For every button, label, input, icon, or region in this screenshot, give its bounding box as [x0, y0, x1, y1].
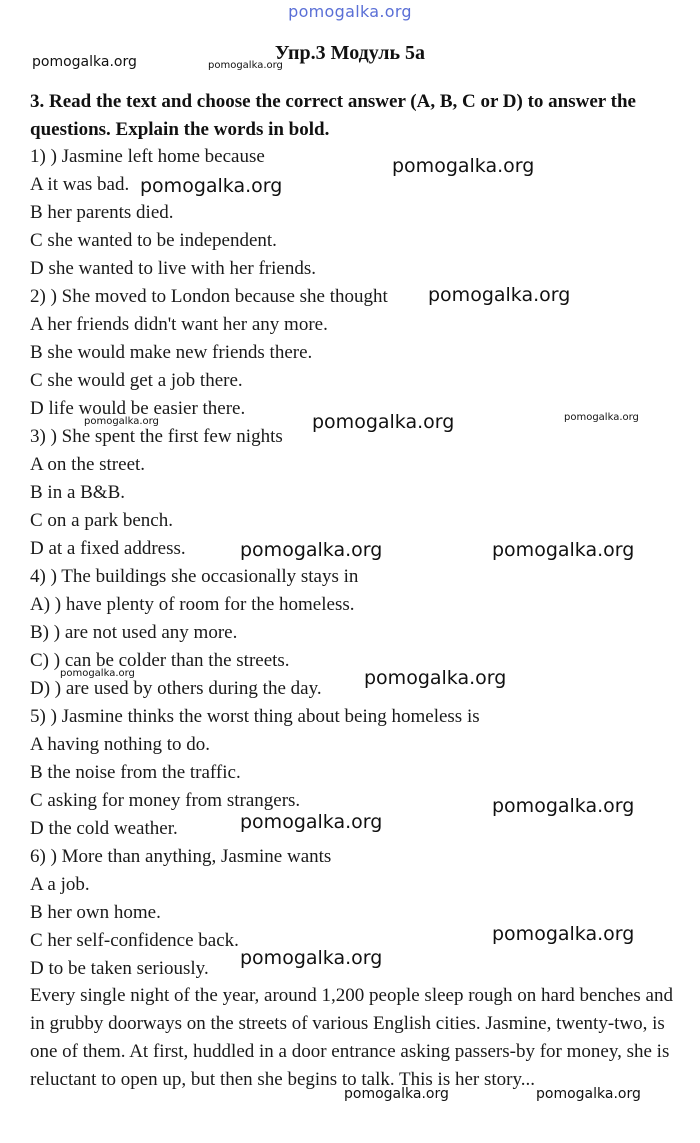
option-1b: B her parents died.	[30, 202, 174, 223]
question-2: 2) ) She moved to London because she thought	[30, 286, 388, 307]
watermark: pomogalka.org	[492, 795, 635, 817]
option-4a: A) ) have plenty of room for the homeless.	[30, 594, 355, 615]
option-3d: D at a fixed address.	[30, 538, 186, 559]
question-3: 3) ) She spent the first few nights	[30, 426, 283, 447]
option-6c: C her self-confidence back.	[30, 930, 239, 951]
option-2c: C she would get a job there.	[30, 370, 243, 391]
option-6b: B her own home.	[30, 902, 161, 923]
option-2b: B she would make new friends there.	[30, 342, 313, 363]
option-1a: A it was bad.	[30, 174, 130, 195]
question-1: 1) ) Jasmine left home because	[30, 146, 265, 167]
watermark: pomogalka.org	[428, 284, 571, 306]
watermark: pomogalka.org	[32, 54, 137, 70]
option-5c: C asking for money from strangers.	[30, 790, 301, 811]
option-1d: D she wanted to live with her friends.	[30, 258, 316, 279]
question-4: 4) ) The buildings she occasionally stays in	[30, 566, 359, 587]
watermark: pomogalka.org	[392, 155, 535, 177]
watermark: pomogalka.org	[60, 668, 135, 679]
site-header[interactable]: pomogalka.org	[288, 2, 412, 21]
page-title: Упр.3 Модуль 5а	[274, 42, 426, 64]
option-3a: A on the street.	[30, 454, 146, 475]
option-3c: C on a park bench.	[30, 510, 173, 531]
watermark: pomogalka.org	[84, 416, 159, 427]
option-6a: A a job.	[30, 874, 90, 895]
option-4b: B) ) are not used any more.	[30, 622, 238, 643]
watermark: pomogalka.org	[208, 60, 283, 71]
option-2a: A her friends didn't want her any more.	[30, 314, 328, 335]
watermark: pomogalka.org	[312, 411, 455, 433]
watermark: pomogalka.org	[140, 175, 283, 197]
watermark: pomogalka.org	[240, 811, 383, 833]
option-1c: C she wanted to be independent.	[30, 230, 277, 251]
watermark: pomogalka.org	[492, 539, 635, 561]
reading-passage: Every single night of the year, around 1,200 people sleep rough on hard benches and in grubby doorways on the streets of various English cities. Jasmine, twenty-two, is one of them. At first, huddled in a door entrance asking passers-by for money, she is reluctant to open up, but then she begins to talk. This is her story...	[30, 985, 673, 1090]
question-5: 5) ) Jasmine thinks the worst thing about being homeless is	[30, 706, 480, 727]
watermark: pomogalka.org	[364, 667, 507, 689]
option-5b: B the noise from the traffic.	[30, 762, 241, 783]
watermark: pomogalka.org	[344, 1086, 449, 1102]
option-5a: A having nothing to do.	[30, 734, 210, 755]
question-6: 6) ) More than anything, Jasmine wants	[30, 846, 332, 867]
option-4d: D) ) are used by others during the day.	[30, 678, 322, 699]
question-list	[30, 143, 690, 983]
watermark: pomogalka.org	[492, 923, 635, 945]
exercise-heading: 3. Read the text and choose the correct answer (A, B, C or D) to answer the questions. Explain the words in bold.	[30, 91, 636, 140]
watermark: pomogalka.org	[564, 412, 639, 423]
option-5d: D the cold weather.	[30, 818, 178, 839]
option-2d: D life would be easier there.	[30, 398, 246, 419]
option-3b: B in a B&B.	[30, 482, 126, 503]
option-4c: C) ) can be colder than the streets.	[30, 650, 290, 671]
watermark: pomogalka.org	[240, 947, 383, 969]
option-6d: D to be taken seriously.	[30, 958, 209, 979]
watermark: pomogalka.org	[536, 1086, 641, 1102]
watermark: pomogalka.org	[240, 539, 383, 561]
